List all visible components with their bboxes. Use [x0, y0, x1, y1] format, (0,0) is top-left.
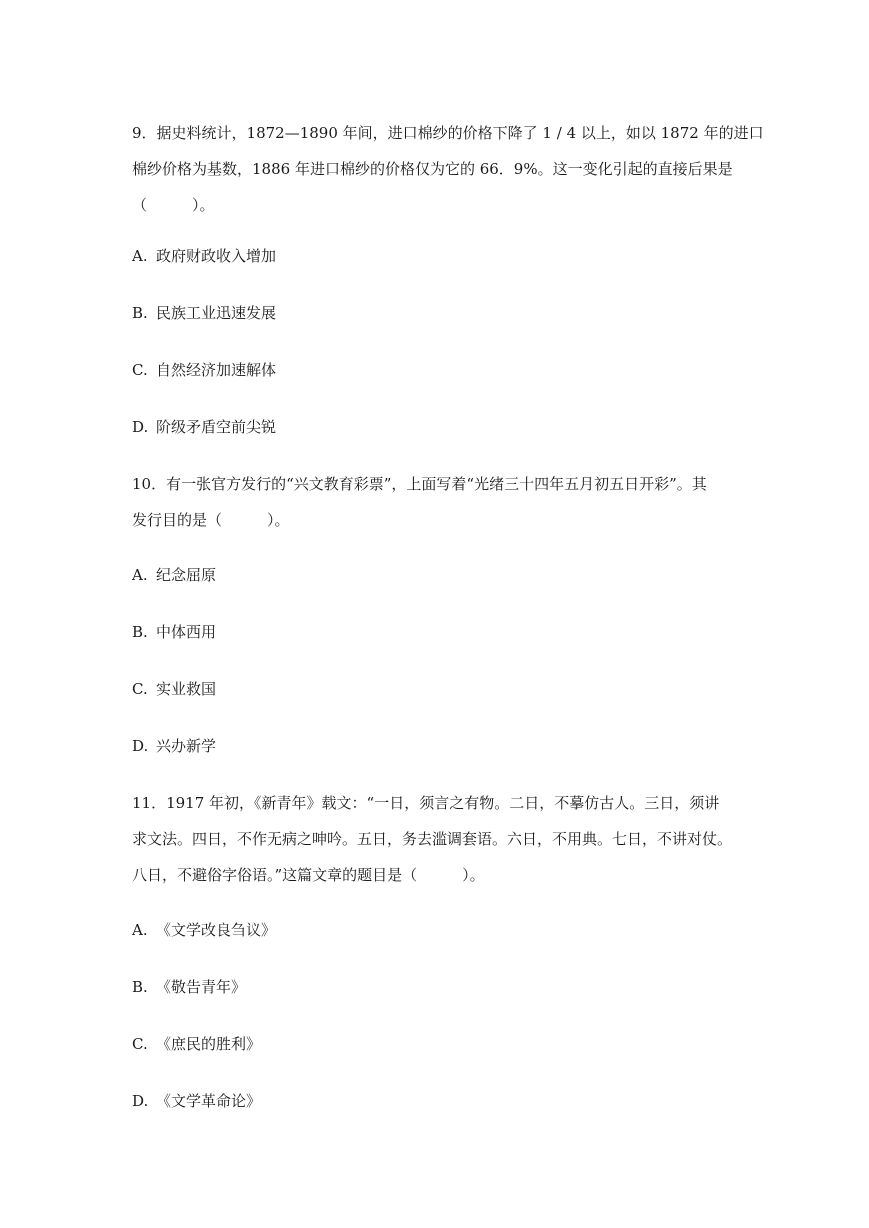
question-9-line-2: 棉纱价格为基数，1886 年进口棉纱的价格仅为它的 66．9%。这一变化引起的直接后果是	[132, 160, 733, 178]
question-9-option-d	[132, 415, 276, 439]
option-letter: A.	[132, 566, 148, 584]
option-letter: D.	[132, 737, 149, 755]
option-text: 《文学革命论》	[156, 1092, 262, 1110]
option-letter: C.	[132, 1035, 148, 1053]
question-11-line-2: 求文法。四日，不作无病之呻吟。五日，务去滥调套语。六日，不用典。七日，不讲对仗。	[132, 830, 733, 848]
question-11-stem	[132, 785, 752, 893]
option-text: 兴办新学	[156, 737, 217, 755]
option-text: 阶级矛盾空前尖锐	[156, 418, 277, 436]
option-text: 民族工业迅速发展	[156, 304, 277, 322]
option-letter: C.	[132, 361, 148, 379]
question-10-option-d	[132, 734, 216, 758]
option-text: 政府财政收入增加	[156, 247, 277, 265]
option-letter: B.	[132, 304, 148, 322]
option-letter: B.	[132, 623, 148, 641]
question-9-option-a	[132, 244, 276, 268]
option-letter: A.	[132, 247, 148, 265]
question-10-line-2: 发行目的是（ ）。	[132, 511, 290, 529]
question-10-stem	[132, 466, 752, 538]
option-letter: D.	[132, 418, 149, 436]
option-text: 实业救国	[156, 680, 217, 698]
question-11-option-a	[132, 918, 276, 942]
option-text: 纪念屈原	[156, 566, 217, 584]
option-text: 中体西用	[156, 623, 217, 641]
option-letter: C.	[132, 680, 148, 698]
question-9-option-b	[132, 301, 276, 325]
question-9-line-3: （ ）。	[132, 196, 215, 214]
question-10-line-1: 10．有一张官方发行的“兴文教育彩票”，上面写着“光绪三十四年五月初五日开彩”。其	[132, 475, 707, 493]
question-11-line-1: 11．1917 年初，《新青年》载文：“一日，须言之有物。二日，不摹仿古人。三日，须讲	[132, 794, 720, 812]
question-11-option-b	[132, 975, 246, 999]
option-text: 《敬告青年》	[156, 978, 247, 996]
option-text: 《文学改良刍议》	[156, 921, 277, 939]
option-letter: A.	[132, 921, 148, 939]
option-text: 《庶民的胜利》	[156, 1035, 262, 1053]
question-9-line-1: 9．据史料统计，1872—1890 年间，进口棉纱的价格下降了 1 / 4 以上，如以 1872 年的进口	[132, 124, 764, 142]
question-11-option-d	[132, 1089, 261, 1113]
question-11-line-3: 八日，不避俗字俗语。”这篇文章的题目是（ ）。	[132, 866, 485, 884]
question-10-option-c	[132, 677, 216, 701]
question-11-option-c	[132, 1032, 261, 1056]
question-10-option-a	[132, 563, 216, 587]
question-9-stem	[132, 115, 764, 223]
question-9-option-c	[132, 358, 276, 382]
option-letter: D.	[132, 1092, 149, 1110]
question-10-option-b	[132, 620, 216, 644]
option-letter: B.	[132, 978, 148, 996]
option-text: 自然经济加速解体	[156, 361, 277, 379]
